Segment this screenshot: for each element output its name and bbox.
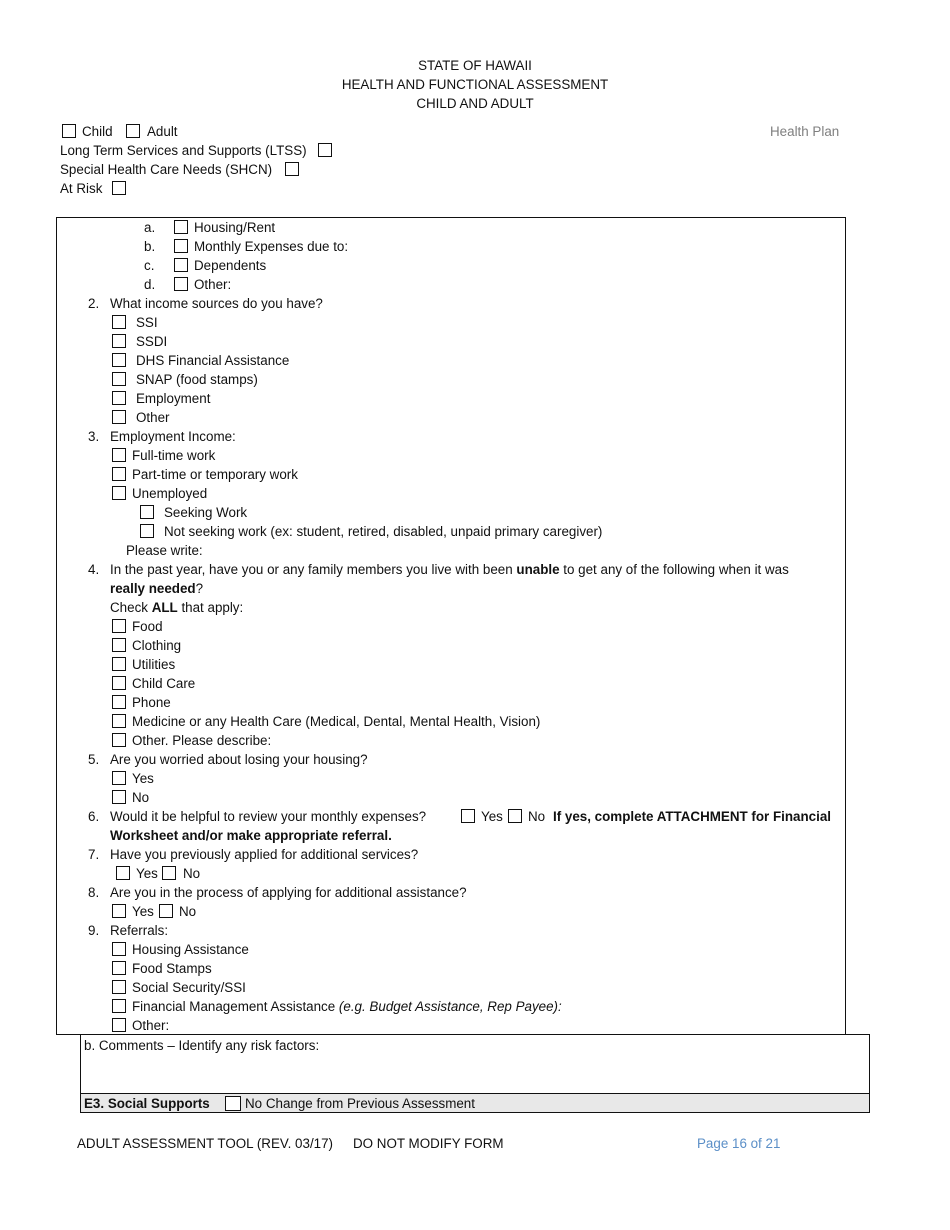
social-security-checkbox[interactable]	[112, 980, 126, 994]
q4-check-all-bold: ALL	[151, 600, 178, 615]
assessment-title: HEALTH AND FUNCTIONAL ASSESSMENT	[341, 77, 609, 92]
q4-text-unable: unable	[516, 562, 560, 577]
q4-number: 4.	[88, 562, 100, 577]
utilities-label: Utilities	[132, 657, 176, 672]
full-time-checkbox[interactable]	[112, 448, 126, 462]
seeking-work-checkbox[interactable]	[140, 505, 154, 519]
housing-assistance-label: Housing Assistance	[132, 942, 249, 957]
full-time-label: Full-time work	[132, 448, 216, 463]
seeking-work-label: Seeking Work	[164, 505, 248, 520]
child-care-checkbox[interactable]	[112, 676, 126, 690]
unemployed-checkbox[interactable]	[112, 486, 126, 500]
q5-no-checkbox[interactable]	[112, 790, 126, 804]
q9-text: Referrals:	[110, 923, 169, 938]
ssi-label: SSI	[136, 315, 158, 330]
ltss-label: Long Term Services and Supports (LTSS)	[60, 143, 307, 158]
q2-text: What income sources do you have?	[110, 296, 323, 311]
food-stamps-label: Food Stamps	[132, 961, 212, 976]
state-title: STATE OF HAWAII	[418, 58, 532, 73]
ssi-checkbox[interactable]	[112, 315, 126, 329]
not-seeking-work-checkbox[interactable]	[140, 524, 154, 538]
q4-text-really-needed: really needed	[110, 581, 196, 596]
food-checkbox[interactable]	[112, 619, 126, 633]
not-seeking-work-label: Not seeking work (ex: student, retired, disabled, unpaid primary caregiver)	[164, 524, 603, 539]
please-write-label: Please write:	[126, 543, 203, 558]
q4-other-checkbox[interactable]	[112, 733, 126, 747]
monthly-expenses-label: Monthly Expenses due to:	[194, 239, 349, 254]
phone-checkbox[interactable]	[112, 695, 126, 709]
footer-tool-name: ADULT ASSESSMENT TOOL (REV. 03/17)	[77, 1136, 334, 1151]
food-stamps-checkbox[interactable]	[112, 961, 126, 975]
health-plan-label: Health Plan	[770, 124, 840, 139]
q6-no-label: No	[528, 809, 546, 824]
financial-management-label	[132, 997, 562, 1016]
q8-text: Are you in the process of applying for additional assistance?	[110, 885, 467, 900]
q3-number: 3.	[88, 429, 100, 444]
q3-text: Employment Income:	[110, 429, 236, 444]
q4-check-part3: that apply:	[177, 600, 244, 615]
ssdi-label: SSDI	[136, 334, 168, 349]
referral-other-checkbox[interactable]	[112, 1018, 126, 1032]
at-risk-checkbox[interactable]	[112, 181, 126, 195]
child-label: Child	[82, 124, 113, 139]
no-change-label: No Change from Previous Assessment	[245, 1096, 475, 1111]
unemployed-label: Unemployed	[132, 486, 208, 501]
q5-number: 5.	[88, 752, 100, 767]
financial-management-example: (e.g. Budget Assistance, Rep Payee):	[338, 999, 562, 1014]
financial-management-text: Financial Management Assistance	[132, 999, 339, 1014]
q6-yes-label: Yes	[481, 809, 503, 824]
q4-other-label: Other. Please describe:	[132, 733, 272, 748]
comments-label: b. Comments – Identify any risk factors:	[84, 1038, 320, 1053]
medicine-checkbox[interactable]	[112, 714, 126, 728]
child-checkbox[interactable]	[62, 124, 76, 138]
q4-text-qmark: ?	[195, 581, 204, 596]
shcn-checkbox[interactable]	[285, 162, 299, 176]
monthly-expenses-checkbox[interactable]	[174, 239, 188, 253]
q6-text: Would it be helpful to review your monthly expenses?	[110, 809, 427, 824]
q8-number: 8.	[88, 885, 100, 900]
food-label: Food	[132, 619, 163, 634]
snap-label: SNAP (food stamps)	[136, 372, 258, 387]
assessment-subtitle: CHILD AND ADULT	[416, 96, 534, 111]
part-time-label: Part-time or temporary work	[132, 467, 298, 482]
housing-rent-checkbox[interactable]	[174, 220, 188, 234]
q5-yes-checkbox[interactable]	[112, 771, 126, 785]
footer-page-number: Page 16 of 21	[697, 1136, 781, 1151]
no-change-checkbox[interactable]	[225, 1096, 241, 1111]
financial-section	[56, 217, 846, 1035]
clothing-label: Clothing	[132, 638, 182, 653]
q2-number: 2.	[88, 296, 100, 311]
dependents-label: Dependents	[194, 258, 267, 273]
clothing-checkbox[interactable]	[112, 638, 126, 652]
q6-number: 6.	[88, 809, 100, 824]
q7-number: 7.	[88, 847, 100, 862]
q7-yes-label: Yes	[136, 866, 158, 881]
q5-yes-label: Yes	[132, 771, 154, 786]
utilities-checkbox[interactable]	[112, 657, 126, 671]
housing-rent-label: Housing/Rent	[194, 220, 276, 235]
dependents-checkbox[interactable]	[174, 258, 188, 272]
q9-number: 9.	[88, 923, 100, 938]
income-other-label: Other	[136, 410, 170, 425]
q6-instruction-line2: Worksheet and/or make appropriate referral.	[110, 828, 392, 843]
q8-yes-label: Yes	[132, 904, 154, 919]
phone-label: Phone	[132, 695, 171, 710]
q1-d-letter: d.	[144, 277, 156, 292]
q5-no-label: No	[132, 790, 150, 805]
q4-check-all	[110, 598, 243, 617]
medicine-label: Medicine or any Health Care (Medical, Dental, Mental Health, Vision)	[132, 714, 541, 729]
snap-checkbox[interactable]	[112, 372, 126, 386]
q1-other-label: Other:	[194, 277, 232, 292]
q8-no-checkbox[interactable]	[159, 904, 173, 918]
dhs-label: DHS Financial Assistance	[136, 353, 290, 368]
q4-text	[110, 560, 789, 579]
dhs-checkbox[interactable]	[112, 353, 126, 367]
q7-no-checkbox[interactable]	[162, 866, 176, 880]
shcn-label: Special Health Care Needs (SHCN)	[60, 162, 273, 177]
q4-text-line2	[110, 579, 203, 598]
q4-text-part1: In the past year, have you or any family members you live with been	[110, 562, 517, 577]
adult-label: Adult	[147, 124, 178, 139]
q6-instruction-line1: If yes, complete ATTACHMENT for Financial	[553, 809, 832, 824]
q1-other-checkbox[interactable]	[174, 277, 188, 291]
e3-title: E3. Social Supports	[84, 1096, 210, 1111]
q1-b-letter: b.	[144, 239, 156, 254]
part-time-checkbox[interactable]	[112, 467, 126, 481]
income-other-checkbox[interactable]	[112, 410, 126, 424]
q8-yes-checkbox[interactable]	[112, 904, 126, 918]
q6-no-checkbox[interactable]	[508, 809, 522, 823]
financial-management-checkbox[interactable]	[112, 999, 126, 1013]
at-risk-label: At Risk	[60, 181, 103, 196]
q5-text: Are you worried about losing your housing?	[110, 752, 368, 767]
q4-text-part3: to get any of the following when it was	[559, 562, 789, 577]
q7-text: Have you previously applied for additional services?	[110, 847, 419, 862]
adult-checkbox[interactable]	[126, 124, 140, 138]
ltss-checkbox[interactable]	[318, 143, 332, 157]
footer-do-not-modify: DO NOT MODIFY FORM	[353, 1136, 504, 1151]
social-security-label: Social Security/SSI	[132, 980, 246, 995]
q6-yes-checkbox[interactable]	[461, 809, 475, 823]
housing-assistance-checkbox[interactable]	[112, 942, 126, 956]
q7-yes-checkbox[interactable]	[116, 866, 130, 880]
q8-no-label: No	[179, 904, 197, 919]
child-care-label: Child Care	[132, 676, 196, 691]
q1-a-letter: a.	[144, 220, 156, 235]
q1-c-letter: c.	[144, 258, 155, 273]
q7-no-label: No	[183, 866, 201, 881]
employment-label: Employment	[136, 391, 211, 406]
referral-other-label: Other:	[132, 1018, 170, 1033]
q4-check-part1: Check	[110, 600, 152, 615]
employment-checkbox[interactable]	[112, 391, 126, 405]
ssdi-checkbox[interactable]	[112, 334, 126, 348]
